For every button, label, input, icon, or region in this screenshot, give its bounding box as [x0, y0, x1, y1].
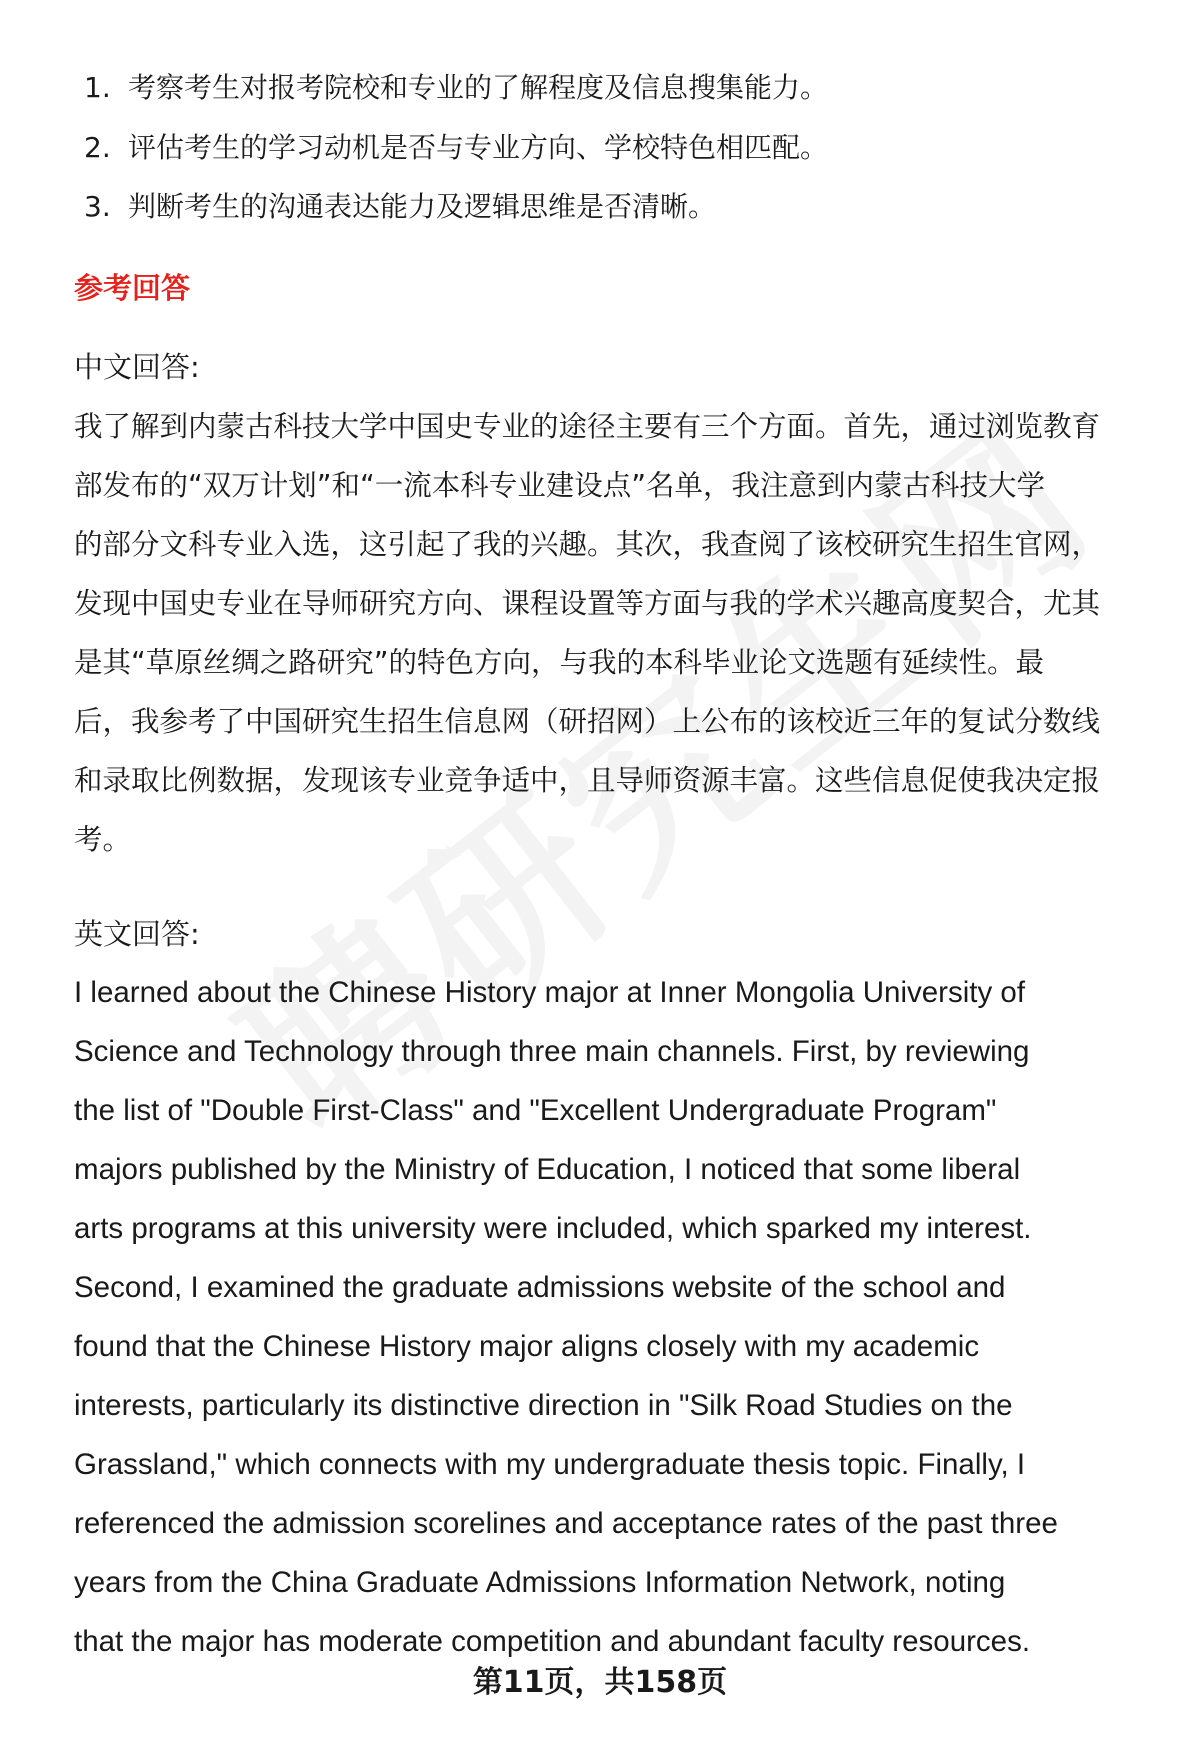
goal-text: 考察考生对报考院校和专业的了解程度及信息搜集能力。 [128, 71, 829, 104]
english-answer-line: found that the Chinese History major aligns closely with my academic [74, 1330, 980, 1363]
goal-number: 1. [84, 71, 111, 104]
english-answer-line: Grassland," which connects with my undergraduate thesis topic. Finally, I [74, 1448, 1026, 1481]
chinese-answer-line: 发现中国史专业在导师研究方向、课程设置等方面与我的学术兴趣高度契合，尤其 [74, 587, 1101, 620]
goal-text: 评估考生的学习动机是否与专业方向、学校特色相匹配。 [128, 131, 829, 164]
chinese-answer-line: 后，我参考了中国研究生招生信息网（研招网）上公布的该校近三年的复试分数线 [74, 705, 1101, 738]
english-answer-line: that the major has moderate competition and abundant faculty resources. [74, 1625, 1031, 1658]
page-number-footer: 第11页，共158页 [472, 1665, 728, 1700]
goal-item-1 [84, 68, 828, 108]
goal-number: 3. [84, 190, 111, 223]
goal-text: 判断考生的沟通表达能力及逻辑思维是否清晰。 [128, 190, 717, 223]
chinese-answer-line: 部发布的“双万计划”和“一流本科专业建设点”名单，我注意到内蒙古科技大学 [74, 469, 1046, 502]
english-answer-line: arts programs at this university were included, which sparked my interest. [74, 1212, 1032, 1245]
english-answer-label: 英文回答: [74, 917, 200, 951]
goal-item-3 [84, 187, 716, 227]
goal-item-2 [84, 128, 828, 168]
english-answer-line: Science and Technology through three main channels. First, by reviewing [74, 1035, 1030, 1068]
chinese-answer-line: 的部分文科专业入选，这引起了我的兴趣。其次，我查阅了该校研究生招生官网， [74, 528, 1101, 561]
english-answer-line: years from the China Graduate Admissions Information Network, noting [74, 1566, 1006, 1599]
chinese-answer-line: 我了解到内蒙古科技大学中国史专业的途径主要有三个方面。首先，通过浏览教育 [74, 410, 1101, 443]
english-answer-line: Second, I examined the graduate admissions website of the school and [74, 1271, 1006, 1304]
chinese-answer-line: 和录取比例数据，发现该专业竞争适中，且导师资源丰富。这些信息促使我决定报 [74, 764, 1101, 797]
english-answer-line: referenced the admission scorelines and acceptance rates of the past three [74, 1507, 1058, 1540]
english-answer-line: I learned about the Chinese History major at Inner Mongolia University of [74, 976, 1026, 1009]
english-answer-line: interests, particularly its distinctive direction in "Silk Road Studies on the [74, 1389, 1013, 1422]
chinese-answer-line: 考。 [74, 823, 132, 856]
chinese-answer-label: 中文回答: [74, 350, 200, 384]
section-title-reference-answer: 参考回答 [74, 271, 191, 305]
goal-number: 2. [84, 131, 111, 164]
english-answer-line: majors published by the Ministry of Education, I noticed that some liberal [74, 1153, 1021, 1186]
chinese-answer-line: 是其“草原丝绸之路研究”的特色方向，与我的本科毕业论文选题有延续性。最 [74, 646, 1045, 679]
english-answer-line: the list of "Double First-Class" and "Excellent Undergraduate Program" [74, 1094, 997, 1127]
